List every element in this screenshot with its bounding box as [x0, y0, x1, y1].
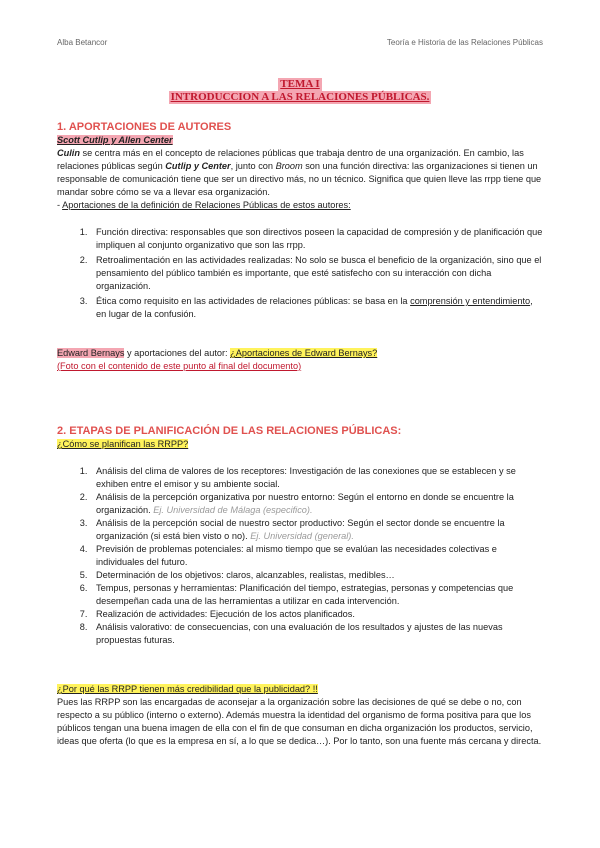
list-item: 5. Determinación de los objetivos: claros, alcanzables, realistas, medibles…: [90, 569, 543, 582]
bernays-question: ¿Aportaciones de Edward Bernays?: [230, 348, 378, 358]
credibility-answer: Pues las RRPP son las encargadas de aconsejar a la organización sobre las decisiones de qué se debe o no, con respecto a su público (interno o externo). Además muestra la identidad del organismo de forma positiva para que los públicos tengan una buena imagen de ella con el fin de que consuman en dicha organización los productos, servicio, ideas que oferta (lo que es la empresa en sí, a lo que se dedica…). Por lo tanto, son una fuente más cercana y directa.: [57, 697, 542, 746]
bernays-line: [57, 347, 543, 360]
contrib-prefix: -: [57, 200, 63, 210]
stage-text: Análisis de la percepción organizativa por nuestro entorno: Según el entorno en donde se encuentre la organización.: [96, 492, 514, 515]
bernays-mid: y aportaciones del autor:: [124, 348, 231, 358]
ethics-text: Ética como requisito en las actividades de relaciones públicas: se basa en la: [96, 296, 411, 306]
name-broom: Broom: [275, 161, 303, 171]
photo-note: (Foto con el contenido de este punto al final del documento): [57, 361, 302, 371]
header-course: Teoría e Historia de las Relaciones Públicas: [386, 38, 543, 47]
bernays-name: Edward Bernays: [57, 348, 125, 358]
contrib-heading-text: Aportaciones de la definición de Relaciones Públicas de estos autores:: [62, 200, 351, 210]
intro-text-2: , junto con: [230, 161, 276, 171]
name-culin: Culin: [57, 148, 80, 158]
list-item: 1. Análisis del clima de valores de los receptores: Investigación de las conexiones que se establecen y se exhiben entre el emisor y su ambiente social.: [90, 465, 543, 491]
title-main: INTRODUCCION A LAS RELACIONES PÚBLICAS.: [170, 91, 430, 103]
list-item: 6. Tempus, personas y herramientas: Planificación del tiempo, estrategias, personas y competencias que desempeñan cada una de las herramientas a utilizar en cada intervención.: [90, 582, 543, 608]
ethics-tail: , en lugar de la confusión.: [96, 296, 533, 319]
name-cutlip: Cutlip y Center: [165, 161, 231, 171]
contrib-list: [57, 226, 543, 321]
stages-list: [57, 465, 543, 647]
list-item: 4. Previsión de problemas potenciales: al mismo tiempo que se evalúan las necesidades colectivas e individuales del futuro.: [90, 543, 543, 569]
section2-question: ¿Cómo se planifican las RRPP?: [57, 439, 189, 449]
list-item: [90, 517, 543, 543]
section1-intro: [57, 147, 543, 199]
title-block: [57, 78, 543, 104]
list-item: [90, 295, 543, 321]
document-body: [57, 78, 543, 748]
contrib-heading: [57, 199, 543, 212]
intro-text-1: se centra más en el concepto de relaciones públicas que trabaja dentro de una organización. En cambio, las relaciones públicas según: [57, 148, 524, 171]
authors-line: Scott Cutlip y Allen Center: [57, 135, 173, 145]
header-author: Alba Betancor: [57, 38, 108, 47]
section2-heading: 2. ETAPAS DE PLANIFICACIÓN DE LAS RELACIONES PÚBLICAS:: [57, 425, 402, 437]
title-tema: TEMA I: [280, 78, 320, 90]
list-item: 8. Análisis valorativo: de consecuencias, con una evaluación de los resultados y ajustes de las nuevas propuestas futuras.: [90, 621, 543, 647]
stage-example: Ej. Universidad (general).: [250, 531, 354, 541]
stage-text: Análisis de la percepción social de nuestro sector productivo: Según el sector donde se encuentre la organización (si está bien visto o no).: [96, 518, 505, 541]
stage-example: Ej. Universidad de Málaga (especifico).: [153, 505, 313, 515]
intro-text-3: son una función directiva: las organizaciones si tienen un responsable de comunicación tiene que ser un directivo más, no un técnico. Significa que quien lleve las rrpp tiene que mandar sobre cómo se va a llevar esa organización.: [57, 161, 542, 197]
list-item: 2. Retroalimentación en las actividades realizadas: No solo se busca el beneficio de la organización, sino que el pensamiento del público también es importante, que esté satisfecho con su interacción con dicha organización.: [90, 254, 543, 293]
ethics-underlined: comprensión y entendimiento: [410, 296, 531, 306]
list-item: 7. Realización de actividades: Ejecución de los actos planificados.: [90, 608, 543, 621]
list-item: [90, 491, 543, 517]
credibility-question: ¿Por qué las RRPP tienen más credibilidad que la publicidad? !!: [57, 684, 318, 694]
section1-heading: 1. APORTACIONES DE AUTORES: [57, 121, 232, 133]
list-item: 1. Función directiva: responsables que son directivos poseen la capacidad de compresión y de planificación que impliquen al conjunto organizativo que son las rrpp.: [90, 226, 543, 252]
